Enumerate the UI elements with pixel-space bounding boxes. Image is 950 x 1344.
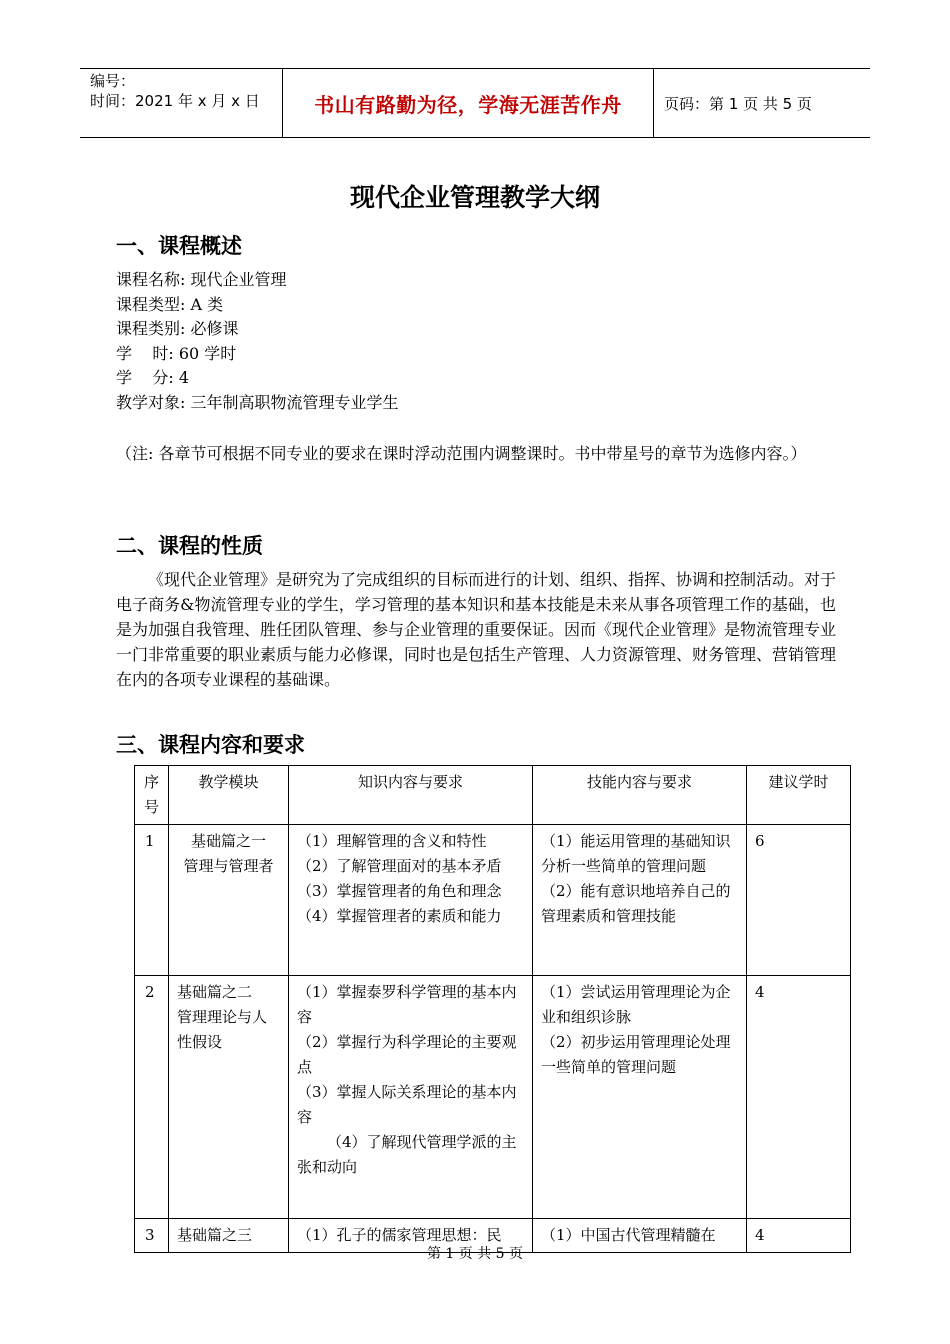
- course-info-item: 课程类别: 必修课: [116, 319, 239, 339]
- knowledge-item: （3）掌握管理者的角色和理念: [297, 882, 502, 900]
- section-heading-content: 三、课程内容和要求: [116, 733, 305, 757]
- knowledge-item: （1）孔子的儒家管理思想：民: [297, 1226, 502, 1244]
- page-header: [80, 68, 870, 138]
- knowledge-item: （4）掌握管理者的素质和能力: [297, 907, 502, 925]
- col-header-skills: 技能内容与要求: [533, 766, 747, 825]
- section-heading-overview: 一、课程概述: [116, 234, 242, 258]
- row-no: 2: [135, 976, 169, 1219]
- course-info-list: [116, 268, 398, 416]
- section-heading-nature: 二、课程的性质: [116, 534, 263, 558]
- skill-item: （2）能有意识地培养自己的管理素质和管理技能: [541, 882, 731, 925]
- row-hours: 4: [747, 976, 851, 1219]
- col-header-module: 教学模块: [169, 766, 289, 825]
- course-note: （注: 各章节可根据不同专业的要求在课时浮动范围内调整课时。书中带星号的章节为选修内容。）: [116, 444, 807, 463]
- row-hours: 6: [747, 825, 851, 976]
- col-header-knowledge: 知识内容与要求: [289, 766, 533, 825]
- row-no: 3: [135, 1219, 169, 1253]
- row-no: 1: [135, 825, 169, 976]
- table-row: [135, 976, 851, 1219]
- header-meta: [90, 71, 260, 111]
- knowledge-item: （1）掌握泰罗科学管理的基本内容: [297, 983, 517, 1026]
- module-line: 基础篇之二: [177, 983, 253, 1001]
- table-header-row: [135, 766, 851, 825]
- module-line: 基础篇之三: [177, 1226, 253, 1244]
- knowledge-item: （3）掌握人际关系理论的基本内容: [297, 1083, 517, 1126]
- skill-item: （1）尝试运用管理理论为企业和组织诊脉: [541, 983, 731, 1026]
- col-header-no: 序号: [135, 766, 169, 825]
- header-page-label: 页码：第 1 页 共 5 页: [664, 95, 812, 113]
- course-info-item: 学 分: 4: [116, 368, 190, 388]
- knowledge-item: （2）了解管理面对的基本矛盾: [297, 857, 502, 875]
- number-label: 编号：: [90, 72, 136, 90]
- row-knowledge: [289, 825, 533, 976]
- module-line: 管理理论与人性假设: [177, 1008, 268, 1051]
- table-row: [135, 825, 851, 976]
- document-title: 现代企业管理教学大纲: [349, 183, 600, 212]
- row-module: [169, 976, 289, 1219]
- col-header-hours: 建议学时: [747, 766, 851, 825]
- skill-item: （2）初步运用管理理论处理一些简单的管理问题: [541, 1033, 731, 1076]
- knowledge-item: （4）了解现代管理学派的主张和动向: [297, 1133, 517, 1176]
- skill-item: （1）能运用管理的基础知识分析一些简单的管理问题: [541, 832, 731, 875]
- course-content-table: [134, 765, 851, 1253]
- header-motto: 书山有路勤为径，学海无涯苦作舟: [282, 69, 654, 137]
- course-info-item: 课程类型: A 类: [116, 294, 224, 314]
- course-info-item: 教学对象: 三年制高职物流管理专业学生: [116, 392, 399, 412]
- row-skills: [533, 976, 747, 1219]
- row-module: [169, 825, 289, 976]
- row-skills: [533, 825, 747, 976]
- nature-paragraph: 《现代企业管理》是研究为了完成组织的目标而进行的计划、组织、指挥、协调和控制活动。对于电子商务&物流管理专业的学生，学习管理的基本知识和基本技能是未来从事各项管理工作的基础，也是为加强自我管理、胜任团队管理、参与企业管理的重要保证。因而《现代企业管理》是物流管理专业一门非常重要的职业素质与能力必修课，同时也是包括生产管理、人力资源管理、财务管理、营销管理在内的各项专业课程的基础课。: [116, 570, 837, 689]
- knowledge-item: （2）掌握行为科学理论的主要观点: [297, 1033, 517, 1076]
- knowledge-item: （1）理解管理的含义和特性: [297, 832, 487, 850]
- page-footer: 第 1 页 共 5 页: [426, 1246, 524, 1262]
- skill-item: （1）中国古代管理精髓在: [541, 1226, 716, 1244]
- module-line: 管理与管理者: [183, 857, 274, 875]
- row-hours: 4: [747, 1219, 851, 1253]
- module-line: 基础篇之一: [190, 832, 266, 850]
- course-info-item: 学 时: 60 学时: [116, 343, 237, 363]
- row-knowledge: [289, 976, 533, 1219]
- course-info-item: 课程名称: 现代企业管理: [116, 270, 287, 289]
- date-label: 时间：2021 年 x 月 x 日: [90, 92, 260, 110]
